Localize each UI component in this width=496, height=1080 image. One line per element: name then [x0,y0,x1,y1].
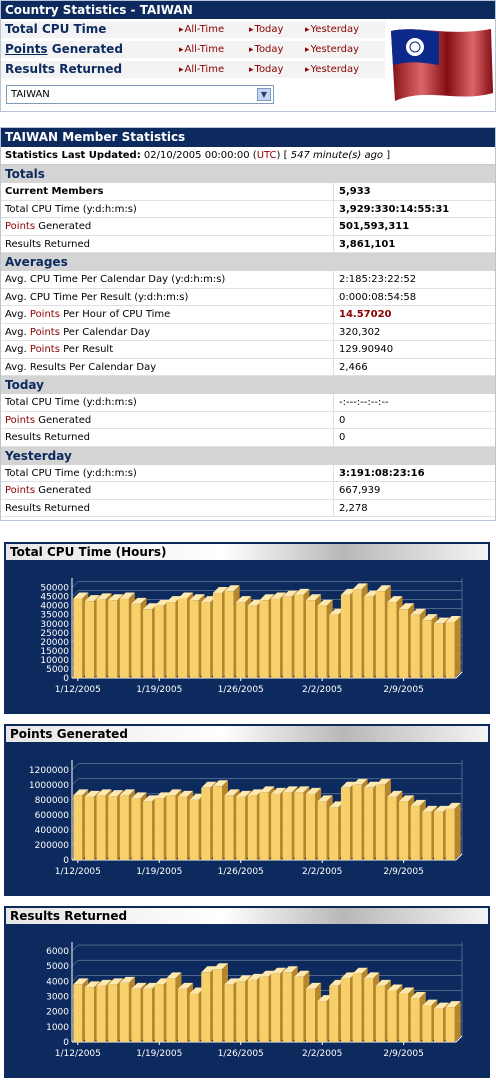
bar [376,591,385,678]
bar [131,604,140,678]
bar [318,801,327,860]
bar [411,615,420,678]
bar [434,1009,443,1042]
y-tick-label: 6000 [46,947,69,958]
y-tick-label: 5000 [46,664,69,675]
y-tick-label: 3000 [46,992,69,1003]
bar [108,984,117,1042]
row-label: Total CPU Time [5,22,107,36]
bar [271,974,280,1042]
link-yesterday[interactable]: ▸ Yesterday [305,64,359,75]
bar [178,797,187,860]
bar [143,801,152,860]
bar [155,984,164,1042]
row-results-returned [1,61,385,79]
bar [283,597,292,678]
points-link[interactable]: Points [29,326,60,338]
x-tick-label: 1/19/2005 [136,1049,183,1059]
x-tick-label: 1/12/2005 [54,685,101,695]
bar [434,624,443,678]
chart-title: Results Returned [6,908,488,924]
link-today[interactable]: ▸ Today [249,64,283,75]
bar [283,792,292,860]
bar [353,589,362,678]
bar [73,598,82,678]
bar [97,986,106,1042]
points-link[interactable]: Points [29,309,60,320]
gridline [72,960,78,966]
bar [399,801,408,860]
link-today[interactable]: ▸ Today [249,44,283,55]
bar [411,806,420,860]
x-tick-label: 1/26/2005 [217,867,264,877]
bar [364,597,373,678]
bar [73,984,82,1042]
y-tick-label: 0 [63,1038,69,1048]
bar-side [455,616,461,678]
table-title: TAIWAN Member Statistics [1,128,495,147]
y-tick-label: 50000 [40,583,69,594]
bar [283,972,292,1042]
y-tick-label: 4000 [46,977,69,988]
bar [411,998,420,1042]
link-all-time[interactable]: ▸ All-Time [179,24,224,35]
row-points-generated [1,41,385,59]
x-tick-label: 1/19/2005 [136,685,183,695]
bar [341,788,350,860]
bar [120,598,129,678]
country-statistics-panel [0,0,496,112]
panel-title: Country Statistics - TAIWAN [1,1,495,19]
chevron-down-icon[interactable]: ▼ [257,88,271,101]
bar [376,785,385,860]
y-tick-label: 0 [63,674,69,684]
bar [341,978,350,1042]
y-tick-label: 45000 [40,592,69,603]
bar [236,797,245,860]
bar [143,989,152,1042]
table-row: Total CPU Time (y:d:h:m:s) -:---:--:--:-- [1,394,495,412]
section-totals: Totals [1,165,495,183]
y-tick-label: 0 [63,856,69,866]
bar [213,969,222,1042]
table-row: Points Generated 0 [1,412,495,430]
bar [236,981,245,1042]
bar [422,812,431,860]
bar [97,599,106,678]
y-tick-label: 1000 [46,1022,69,1033]
bar [422,620,431,678]
x-tick-label: 2/2/2005 [301,1049,343,1059]
chart-plot [4,744,490,896]
x-tick-label: 1/26/2005 [217,1049,264,1059]
table-row: Avg. CPU Time Per Calendar Day (y:d:h:m:s) 2:185:23:22:52 [1,271,495,289]
bar [318,606,327,678]
x-tick-label: 2/2/2005 [301,685,343,695]
last-updated: Statistics Last Updated: 02/10/2005 00:00:00 (UTC) [ 547 minute(s) ago ] [1,147,495,165]
bar [387,797,396,860]
bar [155,798,164,860]
bar [201,972,210,1042]
points-link[interactable]: Points [5,42,48,56]
table-row: Results Returned 0 [1,429,495,447]
y-tick-label: 25000 [40,628,69,639]
gridline [72,582,78,588]
bar [190,993,199,1042]
chart-title: Total CPU Time (Hours) [6,544,488,560]
chart-plot [4,562,490,714]
bar [387,990,396,1042]
section-yesterday: Yesterday [1,447,495,465]
bar [131,798,140,860]
table-row: Avg. Results Per Calendar Day 2,466 [1,359,495,377]
bar [166,795,175,860]
table-row: Results Returned 2,278 [1,500,495,518]
row-total-cpu-time [1,21,385,39]
bar [399,993,408,1042]
bar [422,1006,431,1042]
country-select[interactable] [6,85,274,104]
chart-total-cpu-time [4,542,490,714]
bar [225,984,234,1042]
bar [259,977,268,1042]
bar [399,609,408,678]
bar [446,1007,455,1042]
country-select-value: TAIWAN [11,89,50,100]
y-tick-label: 40000 [40,601,69,612]
bar [178,989,187,1042]
bar [294,595,303,678]
bar-side [455,1001,461,1042]
table-row: Total CPU Time (y:d:h:m:s) 3:191:08:23:16 [1,465,495,483]
chart-results-returned [4,906,490,1078]
points-link[interactable]: Points [29,344,60,355]
bar [143,609,152,678]
bar [434,812,443,860]
link-all-time[interactable]: ▸ All-Time [179,44,224,55]
bar-side [455,803,461,860]
chart-points-generated [4,724,490,896]
bar [271,794,280,860]
bar [213,786,222,860]
table-row: Current Members 5,933 [1,183,495,201]
table-row: Points Generated 667,939 [1,482,495,500]
y-tick-label: 15000 [40,646,69,657]
y-tick-label: 400000 [34,825,69,836]
x-tick-label: 2/2/2005 [301,867,343,877]
bar [85,601,94,678]
chart-plot [4,926,490,1078]
link-yesterday[interactable]: ▸ Yesterday [305,24,359,35]
x-tick-label: 1/12/2005 [54,1049,101,1059]
bar [387,602,396,678]
bar [353,974,362,1042]
section-averages: Averages [1,253,495,271]
y-tick-label: 35000 [40,610,69,621]
table-row: Avg. CPU Time Per Result (y:d:h:m:s) 0:000:08:54:58 [1,289,495,307]
bar [306,989,315,1042]
bar [446,809,455,860]
gridline [72,764,78,770]
bar [364,978,373,1042]
bar [166,602,175,678]
y-tick-label: 5000 [46,962,69,973]
y-tick-label: 1200000 [28,765,69,776]
bar [131,989,140,1042]
y-tick-label: 2000 [46,1007,69,1018]
points-link[interactable]: Points [5,485,36,496]
points-link[interactable]: Points [5,221,36,232]
table-row: Avg. Points Per Calendar Day 320,302 [1,324,495,342]
bar [201,602,210,678]
gridline [72,779,78,785]
bar [178,598,187,678]
bar [259,792,268,860]
bar [329,807,338,860]
bar [85,797,94,860]
bar [248,980,257,1042]
bar [120,983,129,1042]
bar [271,598,280,678]
taiwan-flag-icon [387,23,496,111]
y-tick-label: 20000 [40,637,69,648]
bar [120,795,129,860]
bar [201,788,210,860]
bar [213,593,222,678]
link-all-time[interactable]: ▸ All-Time [179,64,224,75]
x-tick-label: 2/9/2005 [383,685,424,695]
bar [341,595,350,678]
bar [166,978,175,1042]
table-row: Avg. Points Per Hour of CPU Time 14.57020 [1,306,495,324]
bar [225,591,234,678]
bar [294,977,303,1042]
row-label: Results Returned [5,62,123,76]
y-tick-label: 800000 [34,795,69,806]
points-link[interactable]: Points [5,414,36,426]
bar [97,795,106,860]
bar [376,986,385,1042]
chart-title: Points Generated [6,726,488,742]
gridline [72,975,78,981]
bar [248,606,257,678]
bar [329,615,338,678]
x-tick-label: 1/12/2005 [54,867,101,877]
bar [225,795,234,860]
x-tick-label: 2/9/2005 [383,867,424,877]
bar [294,792,303,860]
bar [73,795,82,860]
bar [155,606,164,678]
member-statistics-table [0,127,496,521]
bar [248,795,257,860]
bar [108,796,117,860]
y-tick-label: 600000 [34,810,69,821]
bar [318,1001,327,1042]
x-tick-label: 1/26/2005 [217,685,264,695]
gridline [72,945,78,951]
bar [108,600,117,678]
bar [446,622,455,678]
y-tick-label: 1000000 [28,780,69,791]
bar [306,600,315,678]
x-tick-label: 2/9/2005 [383,1049,424,1059]
x-tick-label: 1/19/2005 [136,867,183,877]
y-tick-label: 10000 [40,655,69,666]
y-tick-label: 30000 [40,619,69,630]
bar [353,785,362,860]
y-tick-label: 200000 [34,840,69,851]
bar [329,986,338,1042]
link-yesterday[interactable]: ▸ Yesterday [305,44,359,55]
bar [236,602,245,678]
bar [259,600,268,678]
link-today[interactable]: ▸ Today [249,24,283,35]
bar [364,788,373,860]
section-today: Today [1,376,495,394]
bar [190,800,199,860]
table-row: Results Returned 3,861,101 [1,236,495,254]
bar [190,600,199,678]
utc-link[interactable]: UTC [256,150,277,161]
bar [306,794,315,860]
table-row: Avg. Points Per Result 129.90940 [1,341,495,359]
bar [85,987,94,1042]
table-row: Total CPU Time (y:d:h:m:s) 3,929:330:14:55:31 [1,201,495,219]
table-row: Points Generated 501,593,311 [1,218,495,236]
row-label: Points Generated [5,42,123,56]
